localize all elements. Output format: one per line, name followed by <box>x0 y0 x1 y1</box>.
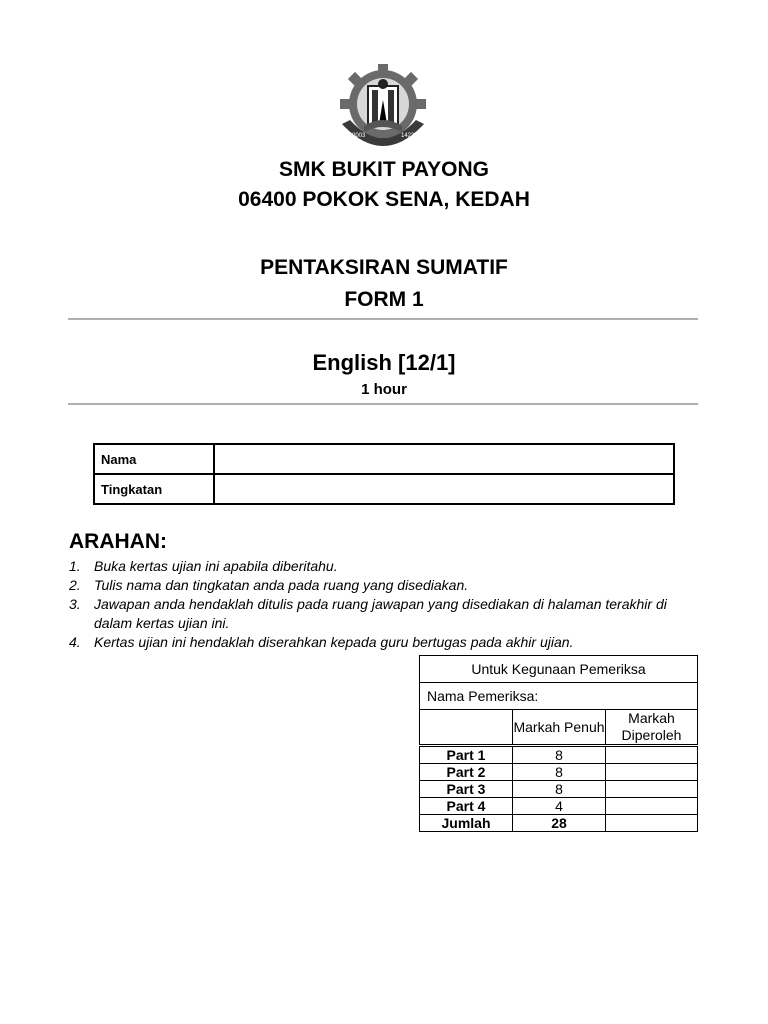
examiner-table <box>419 655 698 832</box>
instructions-list <box>69 557 669 652</box>
name-label: Nama <box>94 444 214 474</box>
name-field[interactable] <box>214 444 674 474</box>
logo-year-left: 2003 <box>352 133 366 139</box>
exam-duration: 1 hour <box>361 381 407 398</box>
school-name: SMK BUKIT PAYONG <box>278 158 490 181</box>
instruction-item: 3. Jawapan anda hendaklah ditulis pada ruang jawapan yang disediakan di halaman terakhir di dalam kertas ujian ini. <box>69 596 667 631</box>
logo-year-right: 1423 <box>401 133 415 139</box>
col-marks-obtained: Markah Diperoleh <box>606 710 698 746</box>
class-field[interactable] <box>214 474 674 504</box>
header-blank <box>420 710 513 746</box>
divider-bottom <box>68 403 698 405</box>
table-row: Part 4 4 <box>420 798 698 815</box>
candidate-table <box>93 443 675 505</box>
examiner-name-field[interactable]: Nama Pemeriksa: <box>420 683 698 710</box>
class-label: Tingkatan <box>94 474 214 504</box>
divider-top <box>68 318 698 320</box>
table-row: Part 3 8 <box>420 781 698 798</box>
total-row: Jumlah 28 <box>420 815 698 832</box>
col-full-marks: Markah Penuh <box>513 710 606 746</box>
table-row: Part 1 8 <box>420 746 698 764</box>
school-address: 06400 POKOK SENA, KEDAH <box>238 188 530 211</box>
exam-subject: English [12/1] <box>312 350 456 375</box>
table-row: Part 2 8 <box>420 764 698 781</box>
examiner-table-title: Untuk Kegunaan Pemeriksa <box>420 656 698 683</box>
exam-form: FORM 1 <box>344 288 424 311</box>
exam-title: PENTAKSIRAN SUMATIF <box>260 256 508 279</box>
instructions-heading: ARAHAN: <box>69 530 167 553</box>
instruction-item: 4. Kertas ujian ini hendaklah diserahkan kepada guru bertugas pada akhir ujian. <box>69 634 574 650</box>
instruction-item: 2. Tulis nama dan tingkatan anda pada ruang yang disediakan. <box>69 577 469 593</box>
instruction-item: 1. Buka kertas ujian ini apabila diberitahu. <box>69 558 338 574</box>
school-logo <box>334 64 432 158</box>
